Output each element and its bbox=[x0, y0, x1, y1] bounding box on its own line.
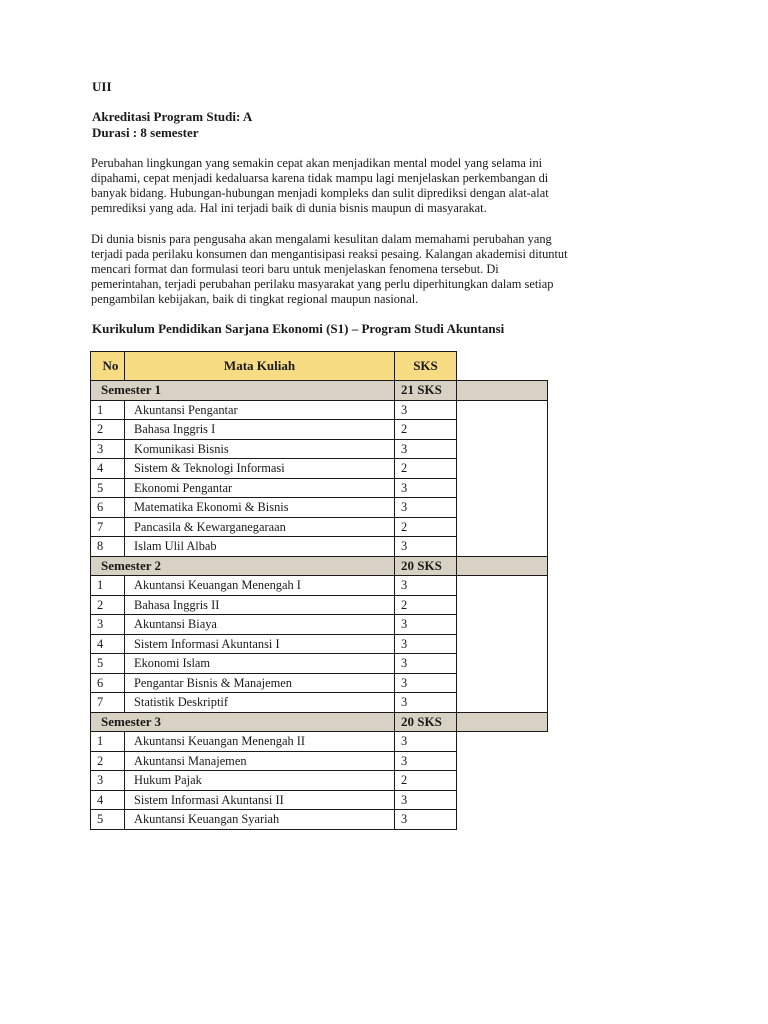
course-sks: 2 bbox=[395, 459, 457, 479]
course-sks: 3 bbox=[395, 732, 457, 752]
course-name: Islam Ulil Albab bbox=[125, 537, 395, 557]
course-name: Sistem Informasi Akuntansi II bbox=[125, 790, 395, 810]
semester-label: Semester 2 bbox=[91, 556, 395, 576]
paragraph-line: Di dunia bisnis para pengusaha akan mengalami kesulitan dalam memahami perubahan yang bbox=[91, 232, 552, 246]
semester-row bbox=[91, 381, 548, 401]
header-course: Mata Kuliah bbox=[125, 352, 395, 381]
course-number: 4 bbox=[91, 790, 125, 810]
spacer-cell bbox=[457, 576, 548, 596]
table-row bbox=[91, 634, 548, 654]
spacer-cell bbox=[457, 478, 548, 498]
course-number: 1 bbox=[91, 400, 125, 420]
course-number: 4 bbox=[91, 634, 125, 654]
paragraph-line: pemerintahan, terjadi perubahan perilaku masyarakat yang perlu diperhitungkan dalam setiap bbox=[91, 277, 554, 291]
course-sks: 3 bbox=[395, 673, 457, 693]
course-name: Akuntansi Keuangan Menengah II bbox=[125, 732, 395, 752]
course-sks: 3 bbox=[395, 576, 457, 596]
paragraph-line: pemrediksi yang ada. Hal ini terjadi baik di dunia bisnis maupun di masyarakat. bbox=[91, 201, 487, 215]
spacer-cell bbox=[457, 420, 548, 440]
course-sks: 3 bbox=[395, 498, 457, 518]
spacer-cell bbox=[457, 654, 548, 674]
table-row bbox=[91, 478, 548, 498]
course-number: 3 bbox=[91, 439, 125, 459]
course-number: 5 bbox=[91, 478, 125, 498]
spacer-cell bbox=[457, 439, 548, 459]
course-sks: 3 bbox=[395, 790, 457, 810]
table-row bbox=[91, 400, 548, 420]
table-body bbox=[91, 381, 548, 830]
course-number: 2 bbox=[91, 751, 125, 771]
spacer-cell bbox=[457, 771, 548, 791]
paragraph-line: dipahami, cepat menjadi kedaluarsa karena tidak mampu lagi menjelaskan perkembangan di bbox=[91, 171, 549, 185]
course-number: 2 bbox=[91, 420, 125, 440]
paragraph-line: terjadi pada perilaku konsumen dan mengantisipasi reaksi pesaing. Kalangan akademisi dituntut bbox=[91, 247, 568, 261]
table-row bbox=[91, 673, 548, 693]
spacer-cell bbox=[457, 693, 548, 713]
header-no: No bbox=[91, 352, 125, 381]
paragraph-line: banyak bidang. Hubungan-hubungan menjadi kompleks dan sulit diprediksi dengan alat-alat bbox=[91, 186, 549, 200]
course-sks: 3 bbox=[395, 751, 457, 771]
course-sks: 3 bbox=[395, 400, 457, 420]
table-row bbox=[91, 771, 548, 791]
table-row bbox=[91, 751, 548, 771]
course-sks: 2 bbox=[395, 420, 457, 440]
spacer-cell bbox=[457, 498, 548, 518]
spacer-cell bbox=[457, 459, 548, 479]
course-number: 3 bbox=[91, 771, 125, 791]
course-name: Akuntansi Keuangan Menengah I bbox=[125, 576, 395, 596]
spacer-cell bbox=[457, 595, 548, 615]
table-row bbox=[91, 498, 548, 518]
spacer-cell bbox=[457, 712, 548, 732]
semester-label: Semester 1 bbox=[91, 381, 395, 401]
course-name: Pancasila & Kewarganegaraan bbox=[125, 517, 395, 537]
course-sks: 3 bbox=[395, 615, 457, 635]
spacer-cell bbox=[457, 381, 548, 401]
table-row bbox=[91, 732, 548, 752]
header-sks: SKS bbox=[395, 352, 457, 381]
course-name: Akuntansi Biaya bbox=[125, 615, 395, 635]
course-number: 2 bbox=[91, 595, 125, 615]
semester-row bbox=[91, 712, 548, 732]
curriculum-table bbox=[90, 351, 548, 830]
table-row bbox=[91, 459, 548, 479]
course-name: Sistem & Teknologi Informasi bbox=[125, 459, 395, 479]
course-name: Akuntansi Manajemen bbox=[125, 751, 395, 771]
course-sks: 3 bbox=[395, 693, 457, 713]
course-number: 7 bbox=[91, 693, 125, 713]
semester-total-sks: 20 SKS bbox=[395, 556, 457, 576]
paragraph-line: pengambilan kebijakan, baik di tingkat regional maupun nasional. bbox=[91, 292, 419, 306]
accreditation-line: Akreditasi Program Studi: A bbox=[92, 109, 253, 124]
course-name: Ekonomi Pengantar bbox=[125, 478, 395, 498]
course-sks: 3 bbox=[395, 634, 457, 654]
table-row bbox=[91, 537, 548, 557]
spacer-cell bbox=[457, 400, 548, 420]
course-number: 6 bbox=[91, 498, 125, 518]
duration-line: Durasi : 8 semester bbox=[92, 125, 199, 140]
semester-total-sks: 20 SKS bbox=[395, 712, 457, 732]
course-name: Akuntansi Keuangan Syariah bbox=[125, 810, 395, 830]
course-number: 6 bbox=[91, 673, 125, 693]
spacer-cell bbox=[457, 634, 548, 654]
intro-paragraph-1 bbox=[91, 156, 671, 216]
spacer-cell bbox=[457, 751, 548, 771]
course-number: 3 bbox=[91, 615, 125, 635]
program-info bbox=[92, 109, 252, 141]
paragraph-line: Perubahan lingkungan yang semakin cepat akan menjadikan mental model yang selama ini bbox=[91, 156, 543, 170]
table-row bbox=[91, 810, 548, 830]
table-row bbox=[91, 693, 548, 713]
intro-paragraph-2 bbox=[91, 232, 671, 307]
spacer-cell bbox=[457, 732, 548, 752]
university-name: UII bbox=[92, 79, 112, 94]
semester-row bbox=[91, 556, 548, 576]
table-row bbox=[91, 439, 548, 459]
course-number: 1 bbox=[91, 576, 125, 596]
spacer-cell bbox=[457, 517, 548, 537]
course-name: Akuntansi Pengantar bbox=[125, 400, 395, 420]
table-header-row bbox=[91, 352, 548, 381]
spacer-cell bbox=[457, 537, 548, 557]
course-number: 5 bbox=[91, 654, 125, 674]
course-sks: 3 bbox=[395, 810, 457, 830]
spacer-cell bbox=[457, 790, 548, 810]
course-number: 1 bbox=[91, 732, 125, 752]
course-sks: 3 bbox=[395, 537, 457, 557]
course-number: 5 bbox=[91, 810, 125, 830]
semester-label: Semester 3 bbox=[91, 712, 395, 732]
course-name: Matematika Ekonomi & Bisnis bbox=[125, 498, 395, 518]
course-sks: 2 bbox=[395, 595, 457, 615]
course-name: Komunikasi Bisnis bbox=[125, 439, 395, 459]
spacer-cell bbox=[457, 673, 548, 693]
course-name: Ekonomi Islam bbox=[125, 654, 395, 674]
table-row bbox=[91, 420, 548, 440]
course-sks: 3 bbox=[395, 654, 457, 674]
semester-total-sks: 21 SKS bbox=[395, 381, 457, 401]
course-name: Bahasa Inggris I bbox=[125, 420, 395, 440]
table-row bbox=[91, 615, 548, 635]
table-row bbox=[91, 654, 548, 674]
spacer-cell bbox=[457, 556, 548, 576]
course-sks: 2 bbox=[395, 771, 457, 791]
course-number: 7 bbox=[91, 517, 125, 537]
course-name: Hukum Pajak bbox=[125, 771, 395, 791]
header-spacer bbox=[457, 352, 548, 381]
course-name: Sistem Informasi Akuntansi I bbox=[125, 634, 395, 654]
course-name: Bahasa Inggris II bbox=[125, 595, 395, 615]
table-row bbox=[91, 790, 548, 810]
spacer-cell bbox=[457, 810, 548, 830]
spacer-cell bbox=[457, 615, 548, 635]
course-sks: 3 bbox=[395, 478, 457, 498]
course-sks: 2 bbox=[395, 517, 457, 537]
table-row bbox=[91, 595, 548, 615]
course-number: 4 bbox=[91, 459, 125, 479]
course-name: Pengantar Bisnis & Manajemen bbox=[125, 673, 395, 693]
course-sks: 3 bbox=[395, 439, 457, 459]
paragraph-line: mencari format dan formulasi teori baru untuk menjelaskan fenomena tersebut. Di bbox=[91, 262, 499, 276]
table-row bbox=[91, 517, 548, 537]
table-row bbox=[91, 576, 548, 596]
curriculum-title: Kurikulum Pendidikan Sarjana Ekonomi (S1) – Program Studi Akuntansi bbox=[92, 321, 505, 336]
course-name: Statistik Deskriptif bbox=[125, 693, 395, 713]
course-number: 8 bbox=[91, 537, 125, 557]
